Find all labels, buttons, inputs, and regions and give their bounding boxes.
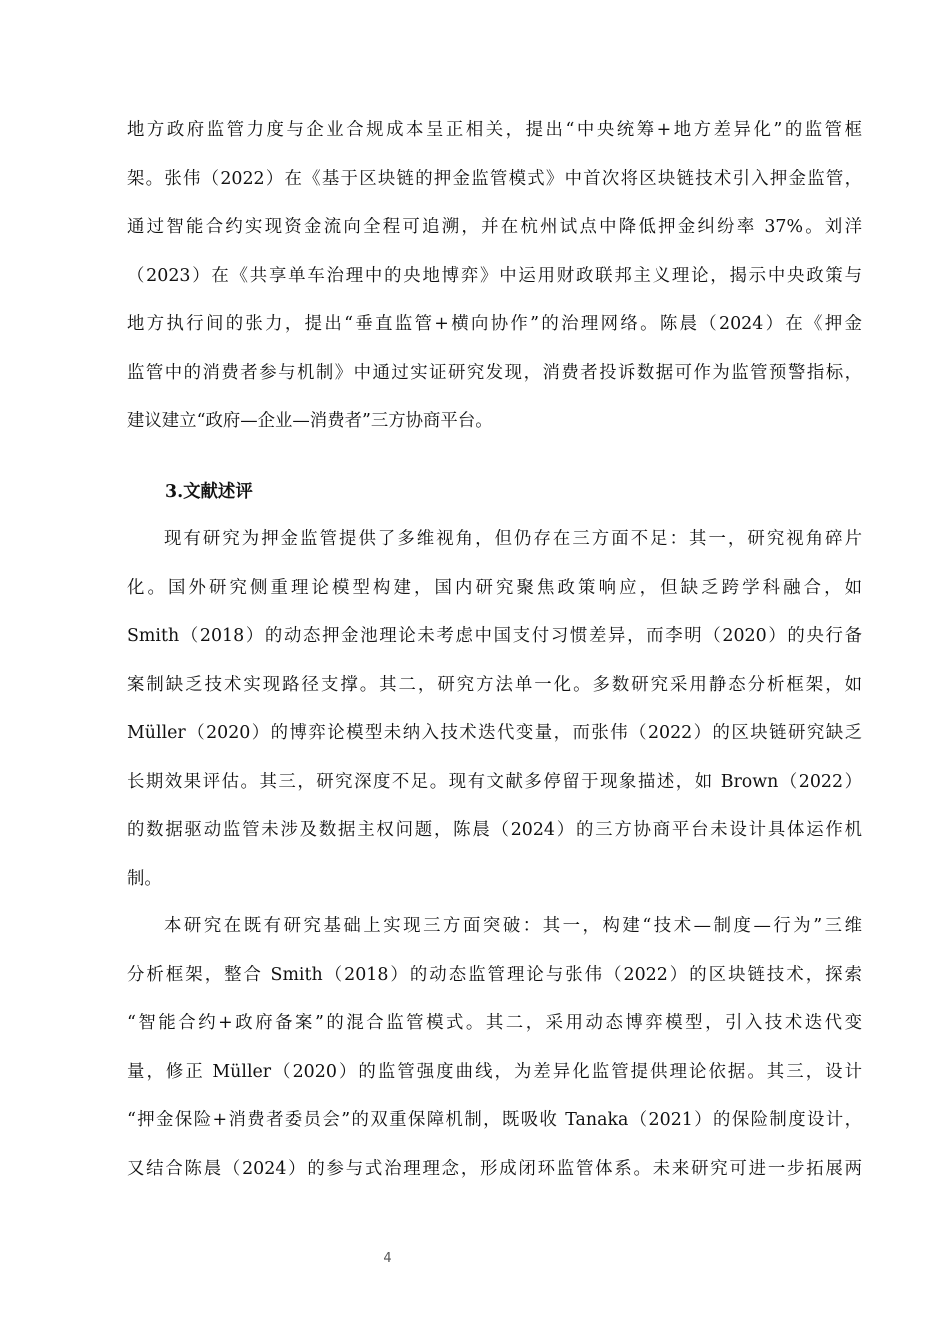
paragraph-line: 又结合陈晨（2024）的参与式治理理念，形成闭环监管体系。未来研究可进一步拓展两 <box>127 1158 862 1179</box>
paragraph-line: 化。国外研究侧重理论模型构建，国内研究聚焦政策响应，但缺乏跨学科融合，如 <box>127 577 862 598</box>
paragraph-line: 长期效果评估。其三，研究深度不足。现有文献多停留于现象描述，如 Brown（2022） <box>127 771 862 792</box>
page-number: 4 <box>383 1251 392 1266</box>
paragraph-line: 的数据驱动监管未涉及数据主权问题，陈晨（2024）的三方协商平台未设计具体运作机 <box>127 820 862 840</box>
section-heading: 3.文献述评 <box>165 482 253 502</box>
paragraph-line: 分析框架，整合 Smith（2018）的动态监管理论与张伟（2022）的区块链技术，探索 <box>127 964 862 985</box>
paragraph-line: 现有研究为押金监管提供了多维视角，但仍存在三方面不足：其一，研究视角碎片 <box>164 529 862 549</box>
paragraph-line: 架。张伟（2022）在《基于区块链的押金监管模式》中首次将区块链技术引入押金监管， <box>127 168 862 189</box>
paragraph-line: 地方执行间的张力，提出“垂直监管+横向协作”的治理网络。陈晨（2024）在《押金 <box>127 314 862 334</box>
paragraph-line: 量，修正 Müller（2020）的监管强度曲线，为差异化监管提供理论依据。其三，设计 <box>127 1061 862 1082</box>
paragraph-line: “押金保险+消费者委员会”的双重保障机制，既吸收 Tanaka（2021）的保险制度设计， <box>127 1110 862 1130</box>
paragraph-line: 地方政府监管力度与企业合规成本呈正相关，提出“中央统筹+地方差异化”的监管框 <box>127 120 862 140</box>
paragraph-3 <box>127 902 862 1193</box>
paragraph-line: 案制缺乏技术实现路径支撑。其二，研究方法单一化。多数研究采用静态分析框架，如 <box>127 674 862 695</box>
paragraph-line: （2023）在《共享单车治理中的央地博弈》中运用财政联邦主义理论，揭示中央政策与 <box>127 265 862 286</box>
paragraph-line: “智能合约+政府备案”的混合监管模式。其二，采用动态博弈模型，引入技术迭代变 <box>127 1013 862 1033</box>
paragraph-line: 建议建立“政府—企业—消费者”三方协商平台。 <box>127 411 493 431</box>
paragraph-2 <box>127 515 862 903</box>
paragraph-line: 监管中的消费者参与机制》中通过实证研究发现，消费者投诉数据可作为监管预警指标， <box>127 362 862 383</box>
paragraph-1 <box>127 106 862 446</box>
paragraph-line: Smith（2018）的动态押金池理论未考虑中国支付习惯差异，而李明（2020）的央行备 <box>127 626 862 646</box>
paragraph-line: 本研究在既有研究基础上实现三方面突破：其一，构建“技术—制度—行为”三维 <box>164 916 862 936</box>
paragraph-line: Müller（2020）的博弈论模型未纳入技术迭代变量，而张伟（2022）的区块链研究缺乏 <box>127 723 862 743</box>
paragraph-line: 通过智能合约实现资金流向全程可追溯，并在杭州试点中降低押金纠纷率 37%。刘洋 <box>127 217 862 237</box>
paragraph-line: 制。 <box>127 868 162 889</box>
